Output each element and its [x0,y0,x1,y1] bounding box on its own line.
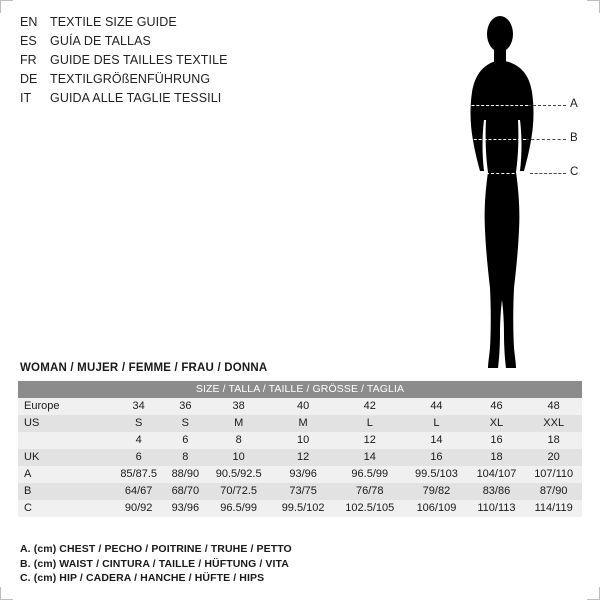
cell: 110/113 [468,500,526,517]
table-row [18,449,582,466]
language-title-list [20,14,320,109]
cell: 104/107 [468,466,526,483]
row-label-us: US [18,415,112,432]
cell: 70/72.5 [205,483,272,500]
cell: S [112,415,165,432]
cell: 46 [468,398,526,415]
note-a: A. (cm) CHEST / PECHO / POITRINE / TRUHE / PETTO [20,543,292,555]
cell: 96.5/99 [334,466,405,483]
corner-mark-top-left [0,0,13,13]
cell: 18 [468,449,526,466]
measure-line-b-outer [526,139,566,140]
row-label-b: B [18,483,112,500]
cell: 87/90 [525,483,582,500]
cell: M [205,415,272,432]
language-text-en: TEXTILE SIZE GUIDE [50,15,177,29]
cell: 90.5/92.5 [205,466,272,483]
table-row [18,415,582,432]
language-text-fr: GUIDE DES TAILLES TEXTILE [50,53,228,67]
size-table [18,381,582,517]
cell: 83/86 [468,483,526,500]
cell: 114/119 [525,500,582,517]
table-row [18,432,582,449]
cell: 12 [272,449,334,466]
cell: 20 [525,449,582,466]
measure-label-b: B [570,132,578,144]
cell: M [272,415,334,432]
cell: 16 [405,449,467,466]
cell: 6 [165,432,205,449]
measure-line-a-outer [528,105,566,106]
cell: 40 [272,398,334,415]
cell: 99.5/103 [405,466,467,483]
section-title-woman: WOMAN / MUJER / FEMME / FRAU / DONNA [20,362,268,374]
cell: 48 [525,398,582,415]
cell: 16 [468,432,526,449]
cell: 68/70 [165,483,205,500]
measure-line-c-outer [530,173,566,174]
measure-label-a: A [570,98,578,110]
female-silhouette-icon [430,8,570,378]
cell: 96.5/99 [205,500,272,517]
cell: 90/92 [112,500,165,517]
cell: 85/87.5 [112,466,165,483]
cell: 8 [205,432,272,449]
note-b: B. (cm) WAIST / CINTURA / TAILLE / HÜFTUNG / VITA [20,557,289,570]
cell: 106/109 [405,500,467,517]
size-table-wrapper [18,381,582,517]
row-label-europe: Europe [18,398,112,415]
cell: 99.5/102 [272,500,334,517]
cell: 102.5/105 [334,500,405,517]
language-code-es: ES [20,34,37,48]
language-row-es [20,33,320,50]
table-header-row [18,381,582,398]
row-label-uk: UK [18,449,112,466]
cell: 8 [165,449,205,466]
language-row-en [20,14,320,31]
cell: 10 [205,449,272,466]
row-label-c: C [18,500,112,517]
cell: XXL [525,415,582,432]
cell: 93/96 [272,466,334,483]
measure-line-c-inner [450,173,530,174]
cell: 14 [334,449,405,466]
cell: XL [468,415,526,432]
cell: 14 [405,432,467,449]
cell: 12 [334,432,405,449]
table-row [18,500,582,517]
cell: 73/75 [272,483,334,500]
language-code-de: DE [20,72,38,86]
language-row-fr [20,52,320,69]
cell: 6 [112,449,165,466]
measure-label-c: C [570,166,579,178]
cell: 93/96 [165,500,205,517]
language-text-de: TEXTILGRÖßENFÜHRUNG [50,72,211,86]
cell: 107/110 [525,466,582,483]
language-code-it: IT [20,91,32,105]
table-header-label: SIZE / TALLA / TAILLE / GRÖSSE / TAGLIA [18,381,582,398]
row-label-a: A [18,466,112,483]
cell: 36 [165,398,205,415]
cell: L [405,415,467,432]
table-row [18,466,582,483]
corner-mark-bottom-right [587,587,600,600]
table-row [18,483,582,500]
cell: 64/67 [112,483,165,500]
figure-area [400,8,600,378]
language-row-it [20,90,320,107]
cell: 79/82 [405,483,467,500]
measure-line-b-inner [454,139,526,140]
cell: S [165,415,205,432]
language-text-es: GUÍA DE TALLAS [50,34,151,48]
cell: 44 [405,398,467,415]
language-code-en: EN [20,15,38,29]
cell: 18 [525,432,582,449]
cell: 38 [205,398,272,415]
table-row [18,398,582,415]
language-code-fr: FR [20,53,37,67]
cell: 76/78 [334,483,405,500]
measure-line-a-inner [452,105,528,106]
cell: 34 [112,398,165,415]
cell: 42 [334,398,405,415]
cell: 4 [112,432,165,449]
language-text-it: GUIDA ALLE TAGLIE TESSILI [50,91,222,105]
cell: 10 [272,432,334,449]
cell: L [334,415,405,432]
row-label-us-numeric [18,432,112,449]
corner-mark-bottom-left [0,587,13,600]
note-c: C. (cm) HIP / CADERA / HANCHE / HÜFTE / HIPS [20,572,265,584]
language-row-de [20,71,320,88]
measurement-notes [20,542,580,586]
cell: 88/90 [165,466,205,483]
